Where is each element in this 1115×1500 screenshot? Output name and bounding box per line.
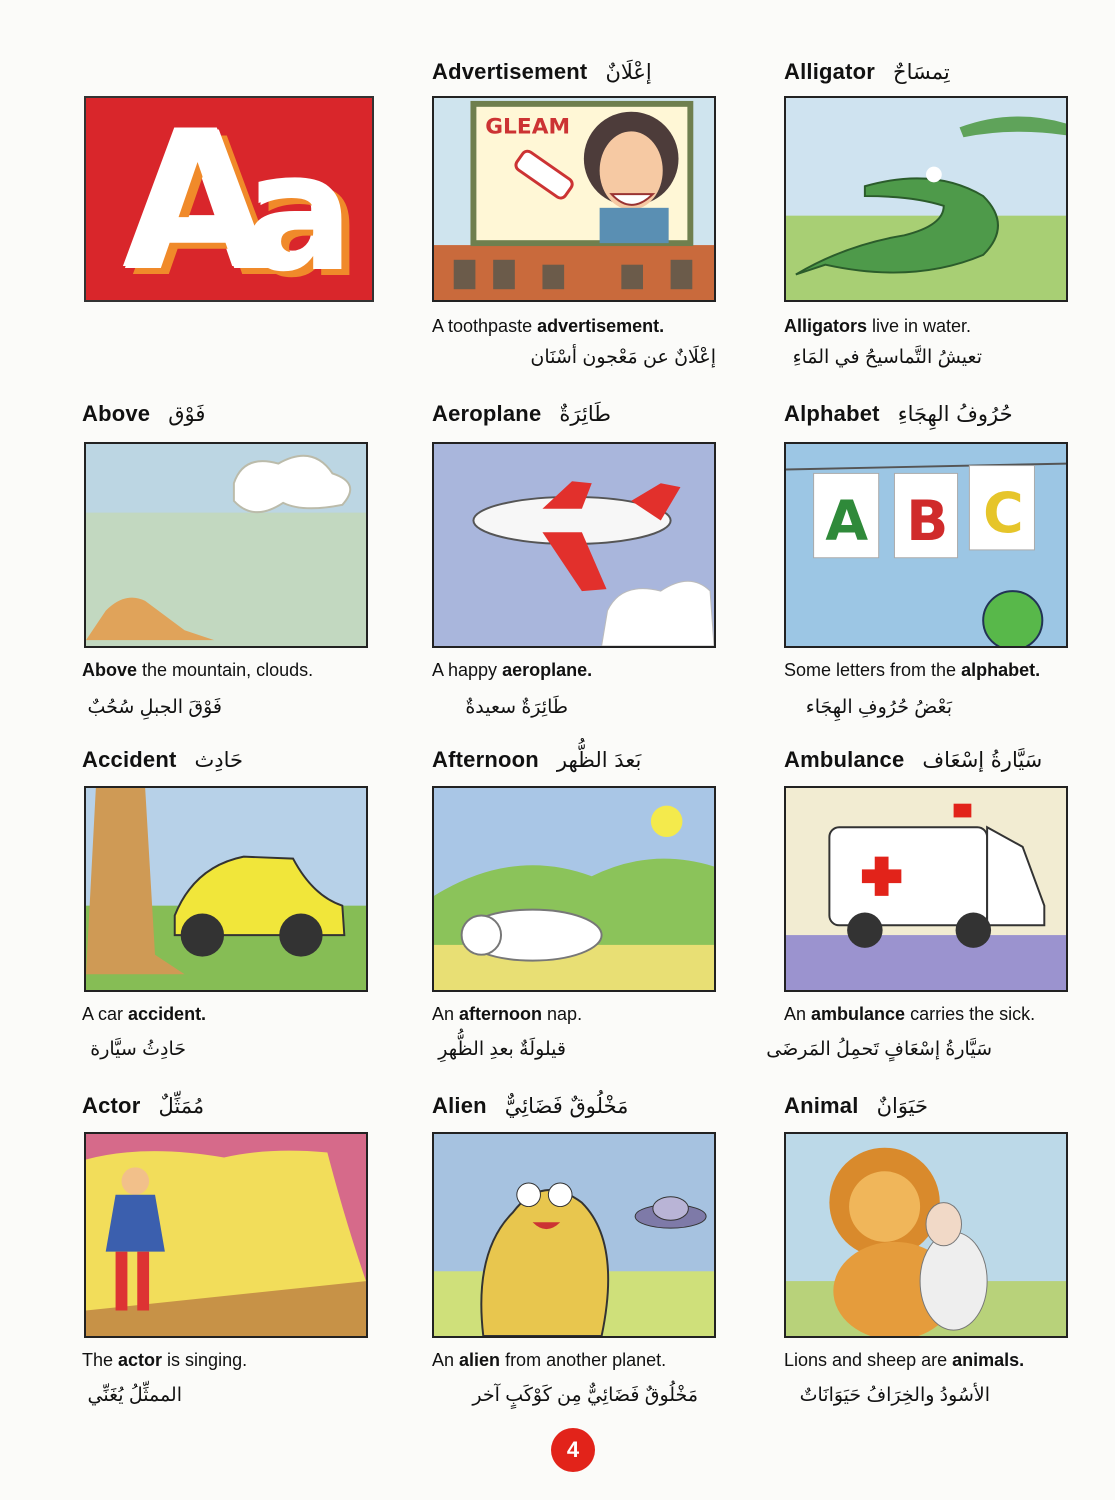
entry-arabic: حَيَوَانٌ <box>876 1094 928 1118</box>
entry-actor <box>82 1088 372 1124</box>
entry-caption: A car accident. <box>82 1004 207 1024</box>
entry-word: Afternoon <box>432 747 539 772</box>
entry-caption-arabic: إعْلَانٌ عن مَعْجون أسْنَان <box>530 347 716 368</box>
afternoon-picture <box>432 786 716 992</box>
entry-caption-arabic: قيلولَةٌ بعدِ الظُّهرِ <box>438 1039 566 1060</box>
page-number: 4 <box>551 1428 595 1472</box>
entry-caption-arabic: فَوْقَ الجبلِ سُحُبٌ <box>87 697 222 718</box>
entry-arabic: مُمَثِّلٌ <box>158 1094 205 1118</box>
alphabet-letter-b: B <box>906 489 949 554</box>
alphabet-letter-a: A <box>825 489 869 554</box>
alien-picture <box>432 1132 716 1338</box>
ad-billboard-text: GLEAM <box>485 114 571 140</box>
letter-tile <box>84 96 374 302</box>
entry-aeroplane <box>432 396 722 432</box>
entry-word: Alphabet <box>784 401 880 426</box>
animal-picture <box>784 1132 1068 1338</box>
alphabet-picture <box>784 442 1068 648</box>
accident-picture <box>84 786 368 992</box>
entry-word: Accident <box>82 747 177 772</box>
entry-caption-arabic: بَعْضُ حُرُوفِ الهِجَاء <box>805 697 952 718</box>
aeroplane-picture <box>432 442 716 648</box>
entry-alphabet <box>784 396 1074 432</box>
entry-caption-arabic: سَيَّارةُ إسْعَافٍ تَحمِلُ المَرضَى <box>766 1039 992 1060</box>
entry-accident <box>82 742 372 778</box>
entry-arabic: حُرُوفُ الهِجَاءِ <box>897 402 1013 426</box>
entry-ambulance <box>784 742 1074 778</box>
entry-arabic: إعْلَانٌ <box>605 60 652 84</box>
entry-word: Ambulance <box>784 747 905 772</box>
above-picture <box>84 442 368 648</box>
entry-arabic: طَائِرَةٌ <box>559 402 611 426</box>
entry-caption: An alien from another planet. <box>432 1350 667 1370</box>
entry-animal <box>784 1088 1074 1124</box>
entry-caption: Alligators live in water. <box>784 316 972 336</box>
entry-caption: A happy aeroplane. <box>432 660 593 680</box>
entry-caption-arabic: مَخْلُوقٌ فَضَائِيٌّ مِن كَوْكَبٍ آخر <box>472 1385 698 1406</box>
entry-caption: An ambulance carries the sick. <box>784 1004 1036 1024</box>
letter-lower: a <box>246 120 354 302</box>
entry-caption: Lions and sheep are animals. <box>784 1350 1025 1370</box>
entry-caption: The actor is singing. <box>82 1350 248 1370</box>
entry-caption: A toothpaste advertisement. <box>432 316 665 336</box>
entry-arabic: فَوْق <box>168 402 206 426</box>
entry-word: Alien <box>432 1093 487 1118</box>
entry-caption-arabic: حَادِثُ سيَّارة <box>90 1039 186 1060</box>
entry-word: Above <box>82 401 151 426</box>
entry-caption-arabic: الممثِّلُ يُغَنِّي <box>87 1385 182 1406</box>
actor-picture <box>84 1132 368 1338</box>
entry-alligator <box>784 54 1074 90</box>
entry-advertisement <box>432 54 722 90</box>
entry-afternoon <box>432 742 722 778</box>
entry-alien <box>432 1088 722 1124</box>
ambulance-picture <box>784 786 1068 992</box>
entry-arabic: تِمسَاحٌ <box>893 60 950 84</box>
entry-caption: An afternoon nap. <box>432 1004 583 1024</box>
letter-upper: A <box>124 96 272 302</box>
entry-caption-arabic: الأسُودُ والخِرَافُ حَيَوَانَاتٌ <box>799 1385 990 1406</box>
entry-word: Animal <box>784 1093 859 1118</box>
entry-word: Advertisement <box>432 59 588 84</box>
alligator-picture <box>784 96 1068 302</box>
entry-word: Alligator <box>784 59 876 84</box>
alphabet-letter-c: C <box>983 481 1024 546</box>
entry-word: Aeroplane <box>432 401 542 426</box>
entry-above <box>82 396 372 432</box>
entry-caption-arabic: طَائِرَةٌ سعيدةٌ <box>465 697 568 718</box>
entry-caption: Some letters from the alphabet. <box>784 660 1041 680</box>
entry-word: Actor <box>82 1093 141 1118</box>
entry-caption-arabic: تعيشُ التَّماسيحُ في المَاءِ <box>792 347 982 368</box>
entry-arabic: مَخْلُوقٌ فَضَائِيٌّ <box>504 1094 629 1118</box>
entry-arabic: حَادِث <box>194 748 244 772</box>
entry-caption: Above the mountain, clouds. <box>82 660 314 680</box>
entry-arabic: سَيَّارةُ إسْعَاف <box>922 748 1043 772</box>
entry-arabic: بَعدَ الظُّهر <box>556 748 642 772</box>
advertisement-picture <box>432 96 716 302</box>
